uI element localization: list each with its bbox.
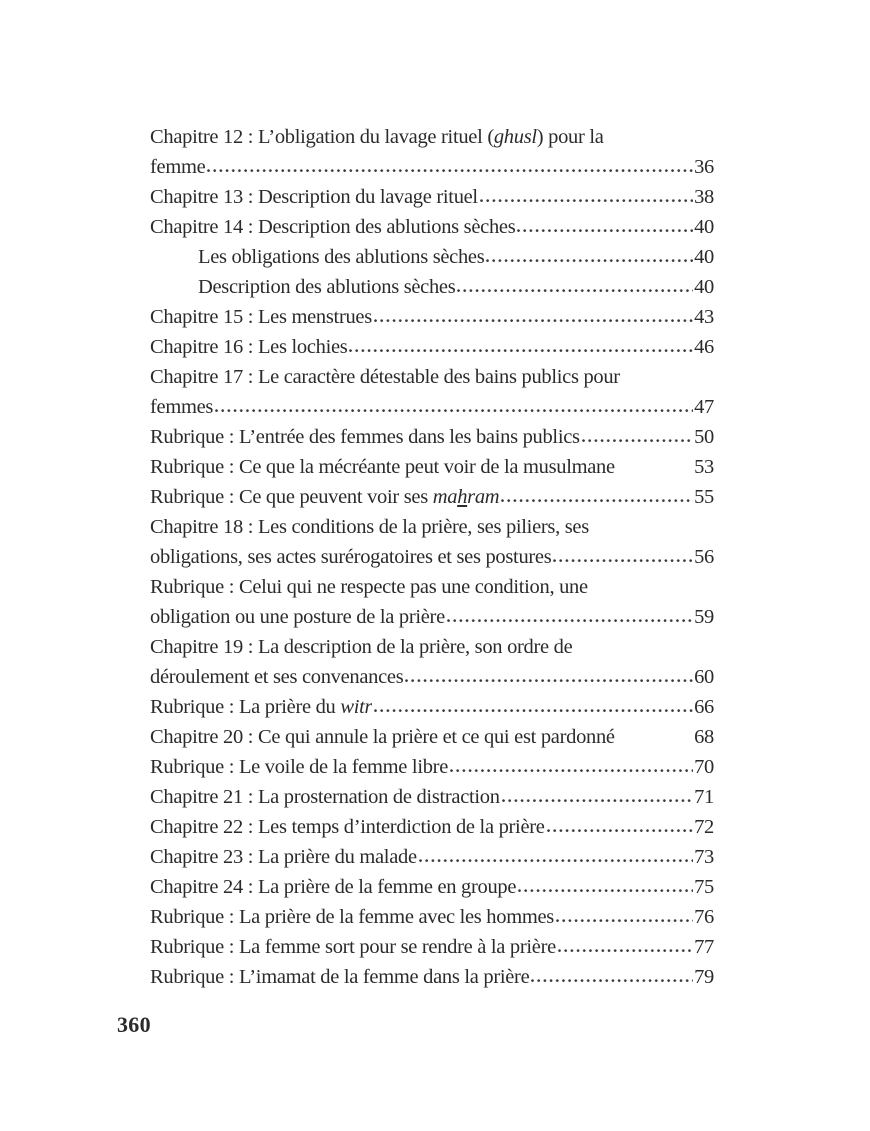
toc-line	[150, 902, 714, 932]
toc-entry-text: femme	[150, 156, 206, 178]
toc-entry	[150, 902, 714, 932]
toc-line	[150, 722, 714, 752]
toc-line	[150, 452, 714, 482]
toc-entry	[150, 482, 714, 512]
toc-page-number: 36	[694, 156, 714, 178]
toc-entry	[150, 932, 714, 962]
toc-entry	[150, 272, 714, 302]
toc-entry	[150, 752, 714, 782]
toc-line	[150, 602, 714, 632]
toc-entry-text: Rubrique : La prière du witr	[150, 696, 373, 718]
dot-leader	[531, 978, 693, 983]
toc-entry-text: Rubrique : Celui qui ne respecte pas une condition, une	[150, 576, 588, 598]
toc-entry	[150, 512, 714, 572]
dot-leader	[374, 708, 693, 713]
dot-leader	[457, 288, 693, 293]
toc-entry	[150, 842, 714, 872]
toc-entry-text: Chapitre 13 : Description du lavage rituel	[150, 186, 478, 208]
dot-leader	[518, 888, 693, 893]
toc-page-number: 40	[694, 216, 714, 238]
toc-entry	[150, 812, 714, 842]
dot-leader	[374, 318, 693, 323]
toc-line	[150, 962, 714, 992]
dot-leader	[582, 438, 693, 443]
toc-entry	[150, 242, 714, 272]
toc-page-number: 47	[694, 396, 714, 418]
toc-line	[150, 872, 714, 902]
toc-entry-text: Chapitre 19 : La description de la prière, son ordre de	[150, 636, 573, 658]
toc-entry	[150, 782, 714, 812]
toc-line	[150, 392, 714, 422]
toc-entry	[150, 422, 714, 452]
dot-leader	[215, 408, 693, 413]
toc-line	[150, 482, 714, 512]
dot-leader	[486, 258, 693, 263]
toc-line	[150, 662, 714, 692]
toc-entry	[150, 332, 714, 362]
toc-entry-text: Rubrique : Ce que la mécréante peut voir de la musulmane	[150, 456, 615, 478]
toc-page-number: 53	[694, 456, 714, 478]
toc-entry-text: Rubrique : L’entrée des femmes dans les bains publics	[150, 426, 580, 448]
toc-page-number: 40	[694, 276, 714, 298]
toc-line	[150, 212, 714, 242]
toc-entry	[150, 962, 714, 992]
dot-leader	[617, 468, 693, 473]
toc-line	[150, 242, 714, 272]
toc-page-number: 43	[694, 306, 714, 328]
toc-page-number: 79	[694, 966, 714, 988]
toc-entry	[150, 572, 714, 632]
toc-line	[150, 932, 714, 962]
toc-entry-text: Les obligations des ablutions sèches	[198, 246, 485, 268]
toc-line	[150, 692, 714, 722]
toc-page-number: 59	[694, 606, 714, 628]
toc-line	[150, 152, 714, 182]
toc-line	[150, 842, 714, 872]
dot-leader	[419, 858, 693, 863]
dot-leader	[349, 348, 693, 353]
toc-line	[150, 542, 714, 572]
toc-entry-text: obligation ou une posture de la prière	[150, 606, 445, 628]
toc-entry	[150, 722, 714, 752]
toc-entry-text: Chapitre 15 : Les menstrues	[150, 306, 372, 328]
toc-entry-text: Rubrique : L’imamat de la femme dans la prière	[150, 966, 530, 988]
toc-page-number: 72	[694, 816, 714, 838]
dot-leader	[405, 678, 693, 683]
toc-entry	[150, 872, 714, 902]
toc-page-number: 73	[694, 846, 714, 868]
page-number: 360	[117, 1012, 151, 1037]
toc-page-number: 55	[694, 486, 714, 508]
toc-entry-text: Rubrique : Ce que peuvent voir ses mahram	[150, 486, 500, 508]
toc-page-number: 77	[694, 936, 714, 958]
toc-entry-text: Rubrique : La prière de la femme avec les hommes	[150, 906, 554, 928]
dot-leader	[447, 618, 693, 623]
toc-entry	[150, 362, 714, 422]
toc-line	[150, 332, 714, 362]
toc-entry	[150, 632, 714, 692]
toc-page-number: 38	[694, 186, 714, 208]
dot-leader	[547, 828, 694, 833]
dot-leader	[517, 228, 693, 233]
dot-leader	[556, 918, 693, 923]
toc-entry-text: Rubrique : Le voile de la femme libre	[150, 756, 449, 778]
toc-page-number: 60	[694, 666, 714, 688]
toc-entry-text: Chapitre 21 : La prosternation de distraction	[150, 786, 500, 808]
toc-entry	[150, 692, 714, 722]
toc-page-number: 71	[694, 786, 714, 808]
toc-line	[150, 182, 714, 212]
toc-entry	[150, 122, 714, 182]
dot-leader	[553, 558, 693, 563]
table-of-contents	[150, 122, 714, 992]
toc-page-number: 68	[694, 726, 714, 748]
toc-page-number: 76	[694, 906, 714, 928]
dot-leader	[501, 498, 693, 503]
toc-entry-text: déroulement et ses convenances	[150, 666, 404, 688]
dot-leader	[450, 768, 693, 773]
toc-entry-text: femmes	[150, 396, 214, 418]
toc-line	[150, 272, 714, 302]
toc-page-number: 75	[694, 876, 714, 898]
toc-line	[150, 302, 714, 332]
toc-line	[150, 812, 714, 842]
toc-entry-text: Rubrique : La femme sort pour se rendre à la prière	[150, 936, 556, 958]
toc-line	[150, 782, 714, 812]
toc-page-number: 46	[694, 336, 714, 358]
dot-leader	[502, 798, 693, 803]
toc-page-number: 70	[694, 756, 714, 778]
dot-leader	[558, 948, 693, 953]
toc-entry	[150, 302, 714, 332]
toc-entry-text: Description des ablutions sèches	[198, 276, 456, 298]
dot-leader	[617, 738, 693, 743]
toc-entry	[150, 182, 714, 212]
toc-page-number: 40	[694, 246, 714, 268]
dot-leader	[480, 198, 693, 203]
toc-entry-text: Chapitre 12 : L’obligation du lavage rituel (ghusl) pour la	[150, 126, 604, 148]
toc-entry	[150, 212, 714, 242]
dot-leader	[207, 168, 693, 173]
toc-page-number: 56	[694, 546, 714, 568]
toc-entry-text: Chapitre 24 : La prière de la femme en groupe	[150, 876, 517, 898]
toc-page-number: 66	[694, 696, 714, 718]
toc-line	[150, 752, 714, 782]
toc-entry-text: obligations, ses actes surérogatoires et ses postures	[150, 546, 552, 568]
toc-entry-text: Chapitre 23 : La prière du malade	[150, 846, 417, 868]
toc-page-number: 50	[694, 426, 714, 448]
toc-entry	[150, 452, 714, 482]
toc-entry-text: Chapitre 16 : Les lochies	[150, 336, 348, 358]
toc-entry-text: Chapitre 20 : Ce qui annule la prière et ce qui est pardonné	[150, 726, 615, 748]
toc-entry-text: Chapitre 22 : Les temps d’interdiction de la prière	[150, 816, 545, 838]
toc-entry-text: Chapitre 14 : Description des ablutions sèches	[150, 216, 516, 238]
toc-line	[150, 422, 714, 452]
toc-entry-text: Chapitre 18 : Les conditions de la prière, ses piliers, ses	[150, 516, 589, 538]
toc-entry-text: Chapitre 17 : Le caractère détestable des bains publics pour	[150, 366, 620, 388]
